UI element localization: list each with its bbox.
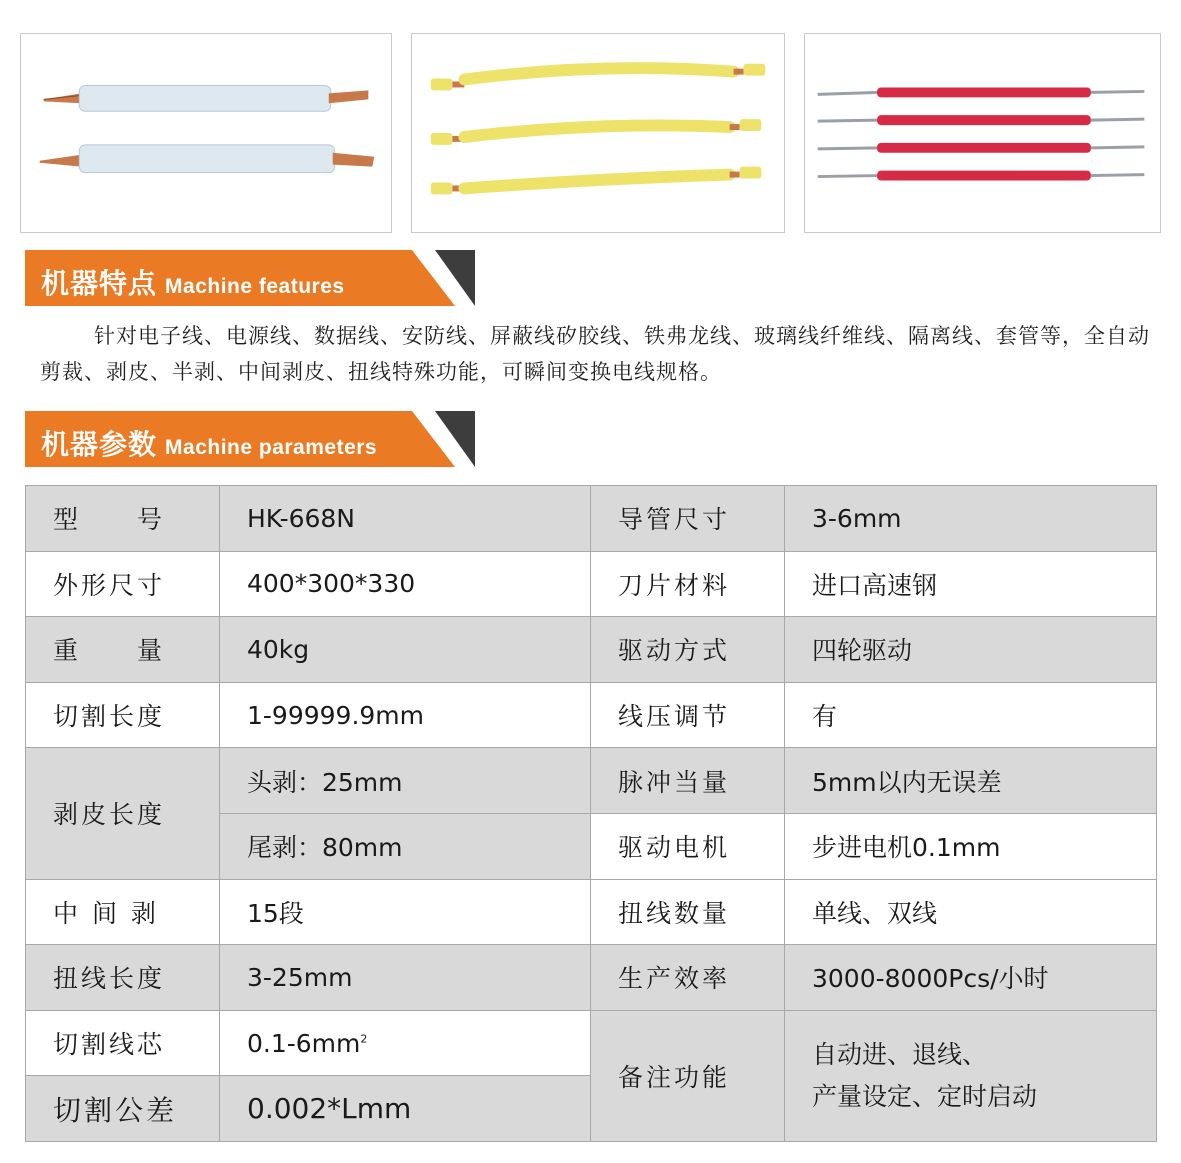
params-title-en: Machine parameters	[165, 436, 378, 459]
features-header	[25, 250, 475, 306]
features-title-en: Machine features	[165, 275, 345, 298]
features-text: 针对电子线、电源线、数据线、安防线、屏蔽线矽胶线、铁弗龙线、玻璃线纤维线、隔离线、套管等，全自动剪裁、剥皮、半剥、中间剥皮、扭线特殊功能，可瞬间变换电线规格。	[40, 324, 1150, 384]
core-value-sup: 2	[360, 1032, 368, 1046]
notes-value	[785, 1010, 1157, 1141]
notes-line-2: 产量设定、定时启动	[812, 1081, 1038, 1111]
white-wire-illustration	[21, 34, 391, 232]
table-row	[26, 879, 1157, 945]
table-row	[26, 682, 1157, 748]
table-row	[26, 551, 1157, 617]
motor-label: 驱动电机	[591, 813, 785, 879]
notes-line-1: 自动进、退线、	[812, 1039, 988, 1069]
model-label: 型 号	[26, 486, 220, 552]
tube-label: 导管尺寸	[591, 486, 785, 552]
core-value: 0.1-6mm	[247, 1028, 361, 1058]
tolerance-label: 切割公差	[26, 1076, 220, 1142]
mid-strip-label: 中 间 剥	[26, 879, 220, 945]
params-header	[25, 411, 475, 467]
mid-strip-value: 15段	[220, 879, 591, 945]
features-title	[41, 262, 345, 302]
pressure-value: 有	[785, 682, 1157, 748]
efficiency-value: 3000-8000Pcs/小时	[785, 945, 1157, 1011]
table-row	[26, 1010, 1157, 1076]
twist-length-label: 扭线长度	[26, 945, 220, 1011]
motor-value: 步进电机0.1mm	[785, 813, 1157, 879]
cut-length-label: 切割长度	[26, 682, 220, 748]
table-row	[26, 748, 1157, 814]
table-row	[26, 486, 1157, 552]
table-row	[26, 945, 1157, 1011]
red-wire-illustration	[805, 34, 1160, 232]
model-value: HK-668N	[220, 486, 591, 552]
yellow-wire-illustration	[412, 34, 784, 232]
tube-value: 3-6mm	[785, 486, 1157, 552]
tolerance-value: 0.002*Lmm	[220, 1076, 591, 1142]
features-title-cn: 机器特点	[41, 267, 158, 300]
photo-yellow-wires	[411, 33, 785, 233]
blade-value: 进口高速钢	[785, 551, 1157, 617]
core-value-cell	[220, 1010, 591, 1076]
twist-length-value: 3-25mm	[220, 945, 591, 1011]
strip-tail-value: 尾剥：80mm	[220, 813, 591, 879]
core-label: 切割线芯	[26, 1010, 220, 1076]
photo-red-wires	[804, 33, 1161, 233]
drive-value: 四轮驱动	[785, 617, 1157, 683]
pulse-value: 5mm以内无误差	[785, 748, 1157, 814]
efficiency-label: 生产效率	[591, 945, 785, 1011]
strip-length-label: 剥皮长度	[26, 748, 220, 879]
params-title-cn: 机器参数	[41, 428, 158, 461]
weight-value: 40kg	[220, 617, 591, 683]
pulse-label: 脉冲当量	[591, 748, 785, 814]
params-table	[25, 485, 1157, 1142]
photo-white-wires	[20, 33, 392, 233]
size-label: 外形尺寸	[26, 551, 220, 617]
cut-length-value: 1-99999.9mm	[220, 682, 591, 748]
weight-label: 重 量	[26, 617, 220, 683]
twist-qty-label: 扭线数量	[591, 879, 785, 945]
twist-qty-value: 单线、双线	[785, 879, 1157, 945]
pressure-label: 线压调节	[591, 682, 785, 748]
params-title	[41, 423, 377, 463]
drive-label: 驱动方式	[591, 617, 785, 683]
strip-head-value: 头剥：25mm	[220, 748, 591, 814]
blade-label: 刀片材料	[591, 551, 785, 617]
table-row	[26, 617, 1157, 683]
size-value: 400*300*330	[220, 551, 591, 617]
notes-label: 备注功能	[591, 1010, 785, 1141]
features-text-block	[40, 318, 1170, 390]
